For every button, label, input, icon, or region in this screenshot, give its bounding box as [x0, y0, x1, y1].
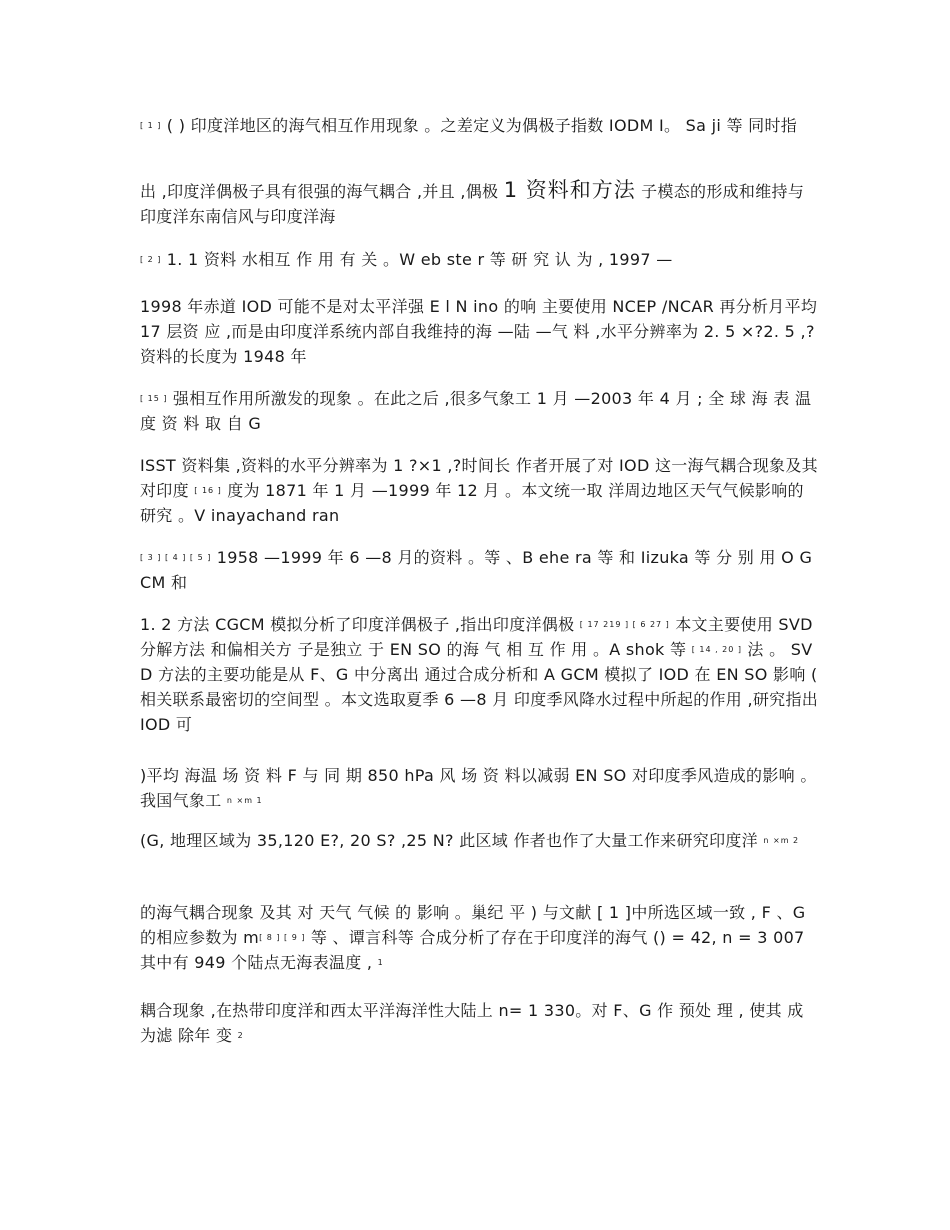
paragraph-6 [140, 453, 820, 528]
citation: [ 8 ] [ 9 ] [259, 933, 306, 943]
text-segment: 法 。 SVD 方法的主要功能是从 F、G 中分离出 通过合成分析和 A GCM 模拟了 IOD 在 EN SO 影响 ( 相关联系最密切的空间型 。本文选取夏季 6 —8 月 印度季风降水过程中所起的作用 ,研究指出 IOD 可 [140, 640, 824, 735]
paragraph-12 [140, 998, 820, 1048]
subscript-label: n ×m 2 [763, 836, 800, 846]
paragraph-4 [140, 294, 823, 369]
paragraph-8 [140, 612, 824, 737]
text-segment: 等 、谭言科等 合成分析了存在于印度洋的海气 () = 42, n = 3 007 其中有 949 个陆点无海表温度 , [140, 928, 810, 973]
text-segment: 度为 1871 年 1 月 —1999 年 12 月 。本文统一取 洋周边地区天气气候影响的研究 。V inayachand ran [140, 481, 804, 526]
citation: [ 3 ] [ 4 ] [ 5 ] [140, 553, 212, 563]
subscript-label: n ×m 1 [226, 796, 263, 806]
text-segment: )平均 海温 场 资 料 F 与 同 期 850 hPa 风 场 资 料以减弱 EN SO 对印度季风造成的影响 。 我国气象工 [140, 766, 823, 810]
paragraph-9 [140, 763, 823, 813]
citation: [ 16 ] [194, 486, 222, 496]
text-segment: 本文主要使用 SVD 分解方法 和偏相关方 子是独立 于 EN SO 的海 气 相 互 作 用 。A shok 等 [140, 615, 819, 660]
text-segment: 耦合现象 ,在热带印度洋和西太平洋海洋性大陆上 n= 1 330。对 F、G 作 预处 理 , 使其 成 为滤 除年 变 [140, 1001, 809, 1045]
text-segment: [ 1 ] [140, 121, 162, 131]
paragraph-11 [140, 900, 820, 975]
text-segment: 1958 —1999 年 6 —8 月的资料 。等 、B ehe ra 等 和 Iizuka 等 分 别 用 O GCM 和 [140, 548, 813, 593]
text-segment: 子模态的形成和维持与印度洋东南信风与印度洋海 [140, 182, 805, 226]
citation: [ 14 , 20 ] [691, 645, 743, 655]
text-segment: 强相互作用所激发的现象 。在此之后 ,很多气象工 1 月 —2003 年 4 月 ; 全 球 海 表 温 度 资 料 取 自 G [140, 389, 817, 434]
paragraph-2 [140, 178, 820, 229]
text-segment: 1998 年赤道 IOD 可能不是对太平洋强 E l N ino 的响 主要使用 NCEP /NCAR 再分析月平均 17 层资 应 ,而是由印度洋系统内部自我维持的海 —陆 —气 料 ,水平分辨率为 2. 5 ×?2. 5 ,?资料的长度为 1948 年 [140, 297, 823, 366]
subscript-label: 2 [237, 1031, 244, 1041]
text-segment: 出 ,印度洋偶极子具有很强的海气耦合 ,并且 ,偶极 [140, 182, 504, 201]
text-segment: [ 2 ] [140, 255, 162, 265]
subscript-label: 1 [377, 958, 384, 968]
text-segment: [ 15 ] [140, 394, 168, 404]
paragraph-7 [140, 545, 820, 595]
text-segment: ( ) 印度洋地区的海气相互作用现象 。之差定义为偶极子指数 IODM I。 Sa ji 等 同时指 [161, 116, 798, 135]
paragraph-1 [140, 113, 820, 138]
text-segment: (G, 地理区域为 35,120 E?, 20 S? ,25 N? 此区域 作者也作了大量工作来研究印度洋 [140, 831, 764, 850]
text-segment: 1. 2 方法 CGCM 模拟分析了印度洋偶极子 ,指出印度洋偶极 [140, 615, 580, 634]
paragraph-5 [140, 386, 820, 436]
text-segment: 1. 1 资料 水相互 作 用 有 关 。W eb ste r 等 研 究 认 为 , 1997 — [161, 250, 673, 269]
citation: [ 17 219 ] [ 6 27 ] [579, 620, 670, 630]
paragraph-3 [140, 247, 820, 272]
paragraph-10 [140, 828, 820, 853]
section-heading: 1 资料和方法 [503, 178, 636, 202]
text-segment: ISST 资料集 ,资料的水平分辨率为 1 ?×1 ,?时间长 作者开展了对 IOD 这一海气耦合现象及其对印度 [140, 456, 818, 500]
text-segment: 的海气耦合现象 及其 对 天气 气候 的 影响 。巢纪 平 ) 与文献 [ 1 ]中所选区域一致 , F 、G 的相应参数为 m [140, 903, 811, 947]
